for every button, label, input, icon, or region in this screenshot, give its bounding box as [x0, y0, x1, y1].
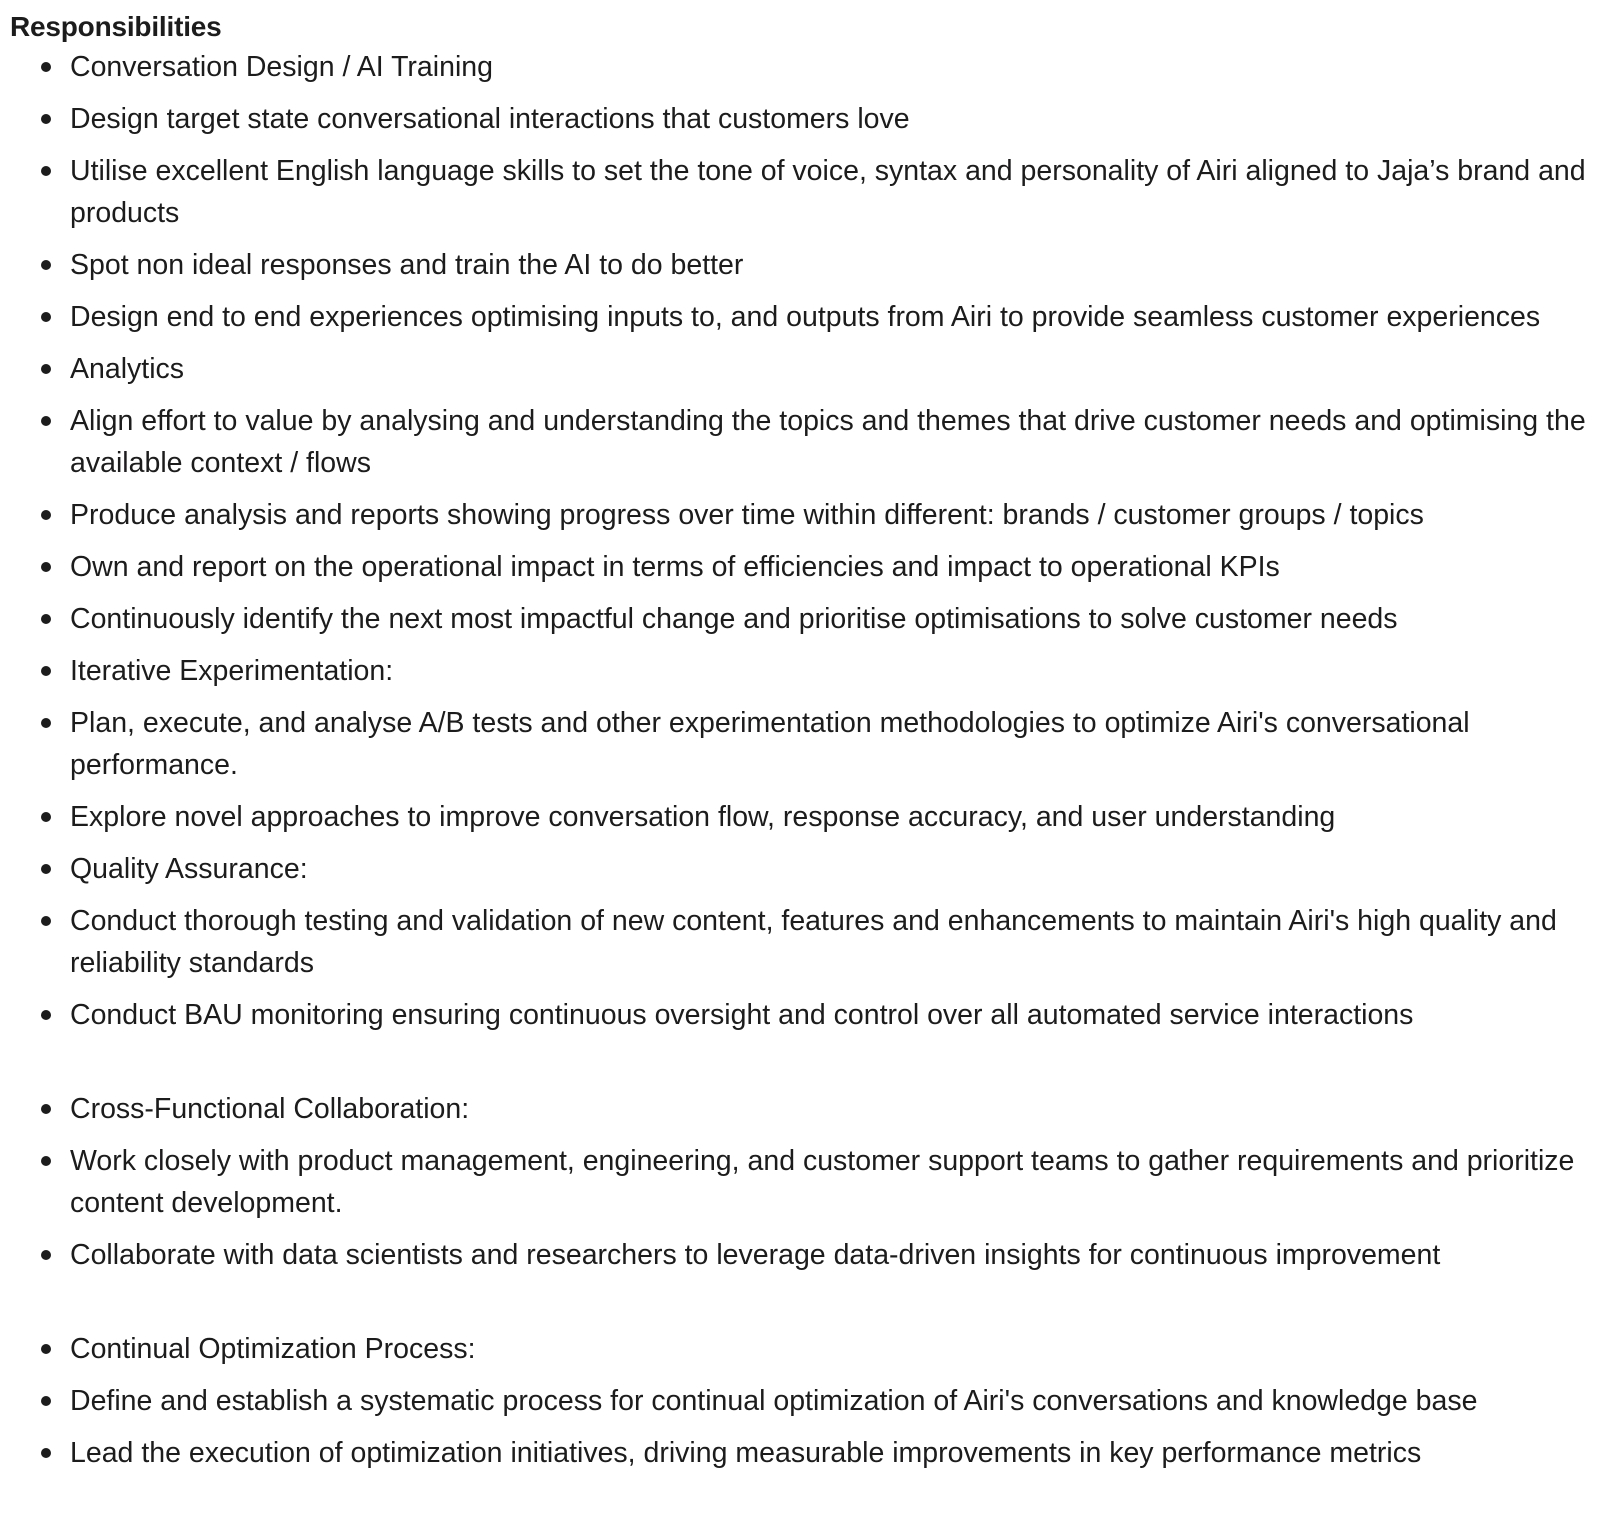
list-item-text: Cross-Functional Collaboration: — [70, 1093, 470, 1125]
bullet-icon — [41, 1010, 51, 1020]
bullet-icon — [41, 1104, 51, 1114]
bullet-icon — [41, 416, 51, 426]
bullet-icon — [41, 812, 51, 822]
list-item-text: Own and report on the operational impact in terms of efficiencies and impact to operational KPIs — [70, 551, 1280, 583]
list-item-text: Work closely with product management, engineering, and customer support teams to gather requirements and prioritize content development. — [70, 1145, 1575, 1219]
bullet-icon — [41, 62, 51, 72]
list-item — [10, 244, 1602, 286]
list-item — [10, 598, 1602, 640]
section-spacer — [10, 1046, 1616, 1088]
bullet-icon — [41, 114, 51, 124]
list-item — [10, 150, 1602, 234]
list-item-text: Design end to end experiences optimising inputs to, and outputs from Airi to provide seamless customer experiences — [70, 301, 1541, 333]
list-item-text: Iterative Experimentation: — [70, 655, 394, 687]
bullet-icon — [41, 166, 51, 176]
list-item-text: Analytics — [70, 353, 185, 385]
section-spacer — [10, 1286, 1616, 1328]
bullet-icon — [41, 718, 51, 728]
list-item — [10, 494, 1602, 536]
list-item — [10, 546, 1602, 588]
list-item-text: Define and establish a systematic process for continual optimization of Airi's conversations and knowledge base — [70, 1385, 1478, 1417]
bullet-icon — [41, 312, 51, 322]
list-item — [10, 1380, 1602, 1422]
bullet-icon — [41, 562, 51, 572]
list-item — [10, 702, 1602, 786]
bullet-icon — [41, 864, 51, 874]
list-item-text: Collaborate with data scientists and researchers to leverage data-driven insights for continuous improvement — [70, 1239, 1441, 1271]
list-item-text: Conversation Design / AI Training — [70, 51, 493, 83]
list-item — [10, 1140, 1602, 1224]
list-item-text: Continual Optimization Process: — [70, 1333, 476, 1365]
list-item — [10, 98, 1602, 140]
list-item — [10, 848, 1602, 890]
list-item-text: Design target state conversational interactions that customers love — [70, 103, 910, 135]
list-item-text: Plan, execute, and analyse A/B tests and other experimentation methodologies to optimize Airi's conversational performance. — [70, 707, 1470, 781]
bullet-icon — [41, 1156, 51, 1166]
list-item-text: Utilise excellent English language skills to set the tone of voice, syntax and personality of Airi aligned to Jaja’s brand and products — [70, 155, 1586, 229]
bullet-icon — [41, 614, 51, 624]
list-item-text: Produce analysis and reports showing progress over time within different: brands / customer groups / topics — [70, 499, 1424, 531]
list-item-text: Align effort to value by analysing and understanding the topics and themes that drive customer needs and optimising the available context / flows — [70, 405, 1586, 479]
list-item — [10, 400, 1602, 484]
bullet-icon — [41, 1448, 51, 1458]
bullet-icon — [41, 1250, 51, 1260]
bullet-icon — [41, 510, 51, 520]
bullet-icon — [41, 260, 51, 270]
list-item-text: Conduct thorough testing and validation of new content, features and enhancements to maintain Airi's high quality and reliability standards — [70, 905, 1557, 979]
list-item — [10, 1328, 1602, 1370]
list-item — [10, 650, 1602, 692]
list-item-text: Conduct BAU monitoring ensuring continuous oversight and control over all automated service interactions — [70, 999, 1414, 1031]
bullet-icon — [41, 916, 51, 926]
responsibilities-list — [10, 46, 1616, 1474]
list-item — [10, 1432, 1602, 1474]
list-item — [10, 1234, 1602, 1276]
list-item — [10, 46, 1602, 88]
list-item — [10, 1088, 1602, 1130]
bullet-icon — [41, 1396, 51, 1406]
list-item — [10, 994, 1602, 1036]
list-item-text: Quality Assurance: — [70, 853, 308, 885]
list-item — [10, 900, 1602, 984]
list-item-text: Explore novel approaches to improve conversation flow, response accuracy, and user understanding — [70, 801, 1336, 833]
bullet-icon — [41, 1344, 51, 1354]
bullet-icon — [41, 364, 51, 374]
list-item-text: Spot non ideal responses and train the AI to do better — [70, 249, 744, 281]
page-title: Responsibilities — [10, 11, 222, 42]
bullet-icon — [41, 666, 51, 676]
list-item — [10, 296, 1602, 338]
list-item — [10, 348, 1602, 390]
list-item-text: Lead the execution of optimization initiatives, driving measurable improvements in key performance metrics — [70, 1437, 1422, 1469]
list-item-text: Continuously identify the next most impactful change and prioritise optimisations to solve customer needs — [70, 603, 1398, 635]
list-item — [10, 796, 1602, 838]
